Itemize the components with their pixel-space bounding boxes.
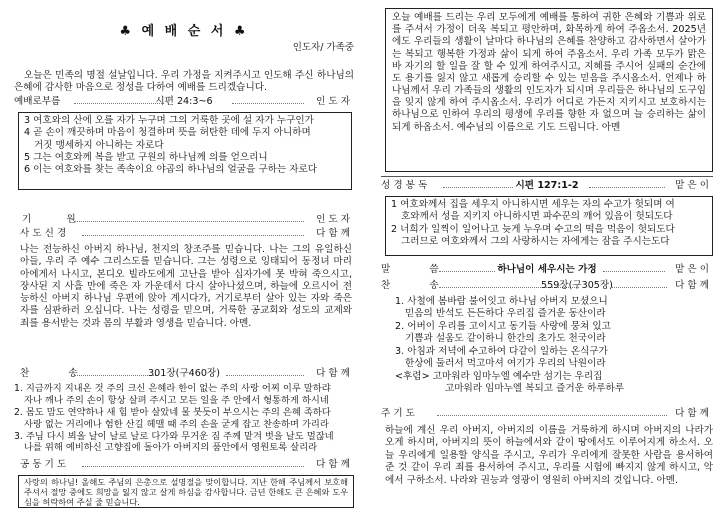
common-prayer-row — [14, 459, 354, 473]
common-prayer-leader: 다 함 께 — [316, 459, 350, 470]
common-prayer-box: 사랑의 하나님! 올해도 주님의 은총으로 설명절을 맞이합니다. 지난 한해 주님께서 보호해 주셔서 절망 중에도 희망을 잃지 않고 살게 하심을 감사합니다. 금년 한해도 큰 은혜와 도우심을 허락하여 주실 줄 믿습니다. — [18, 475, 354, 508]
call-to-worship-label: 예배로부름 — [14, 96, 61, 107]
scripture-box — [385, 196, 713, 256]
right-hymn-lyrics — [395, 296, 713, 396]
left-column — [14, 0, 354, 509]
hymn-line: 1. 사철에 봄바람 불어잇고 하나님 아버지 모셨으니 — [395, 296, 608, 307]
invocation-label: 기 원 — [22, 214, 92, 225]
call-verse-4b: 거짓 맹세하지 아니하는 자로다 — [34, 139, 164, 151]
lords-prayer-text: 하늘에 계신 우리 아버지, 아버지의 이름을 거룩하게 하시며 아버지의 나라가 오게 하시며, 아버지의 뜻이 하늘에서와 같이 땅에서도 이루어지게 하소서. 오늘 우리에게 일용할 양식을 주시고, 우리가 우리에게 잘못한 사람을 용서하여 준 것 같이 우리 죄를 용서하여 주시고, 우리를 시험에 빠지지 않게 하시고, 악에서 구하소서. 나라와 권능과 영광이 영원히 아버지의 것입니다. 아멘. — [385, 425, 713, 486]
lords-prayer-label: 주 기 도 — [381, 408, 415, 419]
right-column — [381, 0, 713, 509]
hymn-line: 1. 지금까지 지내온 것 주의 크신 은혜라 한이 없는 주의 사랑 어찌 이루 말하랴 — [14, 383, 331, 394]
creed-row — [14, 228, 354, 242]
right-hymn-row — [381, 280, 713, 294]
scripture-leader: 맡 은 이 — [675, 180, 709, 191]
hymn-lyrics — [14, 383, 354, 454]
scripture-row — [381, 180, 713, 194]
scripture-verse-1b: 호와께서 성을 지키지 아니하시면 파수꾼의 깨어 있음이 헛되도다 — [401, 211, 673, 223]
right-hymn-leader: 다 함 께 — [675, 280, 709, 291]
lords-prayer-leader: 다 함 께 — [675, 408, 709, 419]
call-verse-6: 6 이는 여호와를 찾는 족속이요 야곱의 하나님의 얼굴을 구하는 자로다 — [24, 164, 318, 176]
creed-leader: 다 함 께 — [316, 228, 350, 239]
invocation-leader: 인 도 자 — [316, 214, 350, 225]
scripture-ref: 시편 127:1-2 — [515, 180, 579, 191]
right-hymn-ref: 559장(구305장) — [541, 280, 613, 291]
hymn-refrain: <후렴> 고마워라 임마누엘 예수만 섬기는 우리집 — [395, 370, 603, 382]
hymn-leader: 다 함 께 — [316, 368, 350, 379]
right-hymn-label: 찬 송 — [381, 280, 457, 291]
invocation-row — [14, 214, 354, 228]
call-to-worship-leader: 인 도 자 — [316, 96, 350, 107]
hymn-line: 자나 깨나 주의 손이 항상 살펴 주시고 모든 일을 주 안에서 형통하게 하시네 — [24, 394, 329, 406]
hymn-line: 기쁨과 설움도 같이하니 한간의 초가도 천국이라 — [405, 333, 606, 345]
sermon-title: 하나님이 세우시는 가정 — [497, 264, 597, 275]
hymn-label: 찬 송 — [20, 368, 96, 379]
hymn-line: 나를 위해 예비하신 고향집에 돌아가 아버지의 품안에서 영원토록 살리라 — [24, 442, 318, 454]
hymn-line: 사랑 없는 거리에나 험한 산길 헤맬 때 주의 손을 굳게 잡고 찬송하며 가리라 — [24, 418, 329, 430]
hymn-line: 한상에 둘러서 먹고마셔 여기가 우리의 낙원이라 — [405, 358, 606, 370]
prayer-continued-box: 오늘 예배를 드리는 우리 모두에게 예배를 통하여 귀한 은혜와 기쁨과 위로를 주셔서 가정이 더욱 복되고 평안하며, 화목하게 하여 주옵소서. 2025년에도 우리들의 생활이 날마다 하나님의 은혜를 찬양하고 감사하면서 살아가는 복되고 행복한 가정과 삶이 되게 하여 주옵소서. 우리 가족 모두가 맑은바 자기의 할 일을 잘 할 수 있게 하여주시고, 지혜를 주시어 실패의 순간에도 용기를 잃지 않고 새롭게 승리할 수 있는 믿음을 주시옵소서. 언제나 하나님께서 우리 가족들의 생활의 인도자가 되시며 우리들은 하나님의 도구임을 잊지 않게 하여 주시옵소서. 우리가 어디로 가든지 지키시고 보호하시는 하나님으로 인하여 우리의 평생에 우리를 향한 자 없으며 늘 승리하는 삶이 되게 하옵소서. 예수님의 이름으로 기도 드립니다. 아멘 — [385, 8, 713, 172]
creed-label: 사 도 신 경 — [20, 228, 67, 239]
worship-order-title: ♣ 예 배 순 서 ♣ — [119, 24, 249, 39]
hymn-ref: 301장(구460장) — [148, 368, 220, 379]
call-verse-5: 5 그는 여호와께 복을 받고 구원의 하나님께 의를 얻으리니 — [24, 151, 268, 163]
call-verse-3: 3 여호와의 산에 오를 자가 누구며 그의 거룩한 곳에 설 자가 누구인가 — [24, 115, 314, 126]
hymn-refrain: 고마워라 임마누엘 복되고 즐거운 하루하루 — [445, 383, 625, 395]
creed-text: 나는 전능하신 아버지 하나님, 천지의 창조주를 믿습니다. 나는 그의 유일하신 아들, 우리 주 예수 그리스도를 믿습니다. 그는 성령으로 잉태되어 동정녀 마리아에게서 나시고, 본디오 빌라도에게 고난을 받아 십자가에 못 박혀 죽으시고, 장사된 지 사흘 만에 죽은 자 가운데서 다시 살아나셨으며, 하늘에 오르시어 전능하신 아버지 하나님 우편에 앉아 계시다가, 거기로부터 살아 있는 자와 죽은 자를 심판하러 오십니다. 나는 성령을 믿으며, 거룩한 공교회와 성도의 교제와 죄를 용서받는 것과 몸의 부활과 영생을 믿습니다. 아멘. — [20, 244, 352, 329]
call-verse-4: 4 곧 손이 깨끗하며 마음이 청결하며 뜻을 허탄한 데에 두지 아니하며 — [24, 127, 311, 139]
leader-note: 인도자/ 가족중 — [292, 42, 354, 53]
hymn-line: 3. 주님 다시 뵈올 날이 날로 날로 다가와 무거운 짐 주께 맡겨 벗을 날도 멀잖네 — [14, 430, 334, 442]
intro-paragraph: 오늘은 민족의 명절 설날입니다. 우리 가정을 지켜주시고 인도해 주신 하나님의 은혜에 감사한 마음으로 정성을 다하여 예배를 드리겠습니다. — [14, 70, 354, 94]
scripture-label: 성 경 봉 독 — [381, 180, 428, 191]
call-to-worship-row — [14, 96, 354, 110]
scripture-verse-2: 2 너희가 일찍이 일어나고 늦게 누우며 수고의 떡을 먹음이 헛되도다 — [391, 223, 675, 235]
scripture-verse-1: 1 여호와께서 집을 세우지 아니하시면 세우는 자의 수고가 헛되며 여 — [391, 199, 675, 210]
hymn-line: 3. 아침과 저녁에 수고하여 다같이 일하는 온식구가 — [395, 345, 608, 357]
hymn-line: 2. 어버이 우리를 고이시고 동기들 사랑에 뭉쳐 있고 — [395, 320, 611, 332]
hymn-line: 믿음의 반석도 든든하다 우리집 즐거운 동산이라 — [405, 308, 606, 320]
hymn-row — [14, 368, 354, 382]
sermon-label: 말 씀 — [381, 264, 457, 275]
call-to-worship-box — [18, 112, 352, 190]
call-to-worship-ref: 시편 24:3~6 — [155, 96, 213, 107]
common-prayer-label: 공 동 기 도 — [20, 459, 67, 470]
scripture-verse-2b: 그러므로 여호와께서 그의 사랑하시는 자에게는 잠을 주시는도다 — [401, 235, 670, 247]
sermon-row — [381, 264, 713, 278]
sermon-leader: 맡 은 이 — [675, 264, 709, 275]
lords-prayer-row — [381, 408, 713, 422]
hymn-line: 2. 몸도 맘도 연약하나 새 힘 받아 살았네 물 붓듯이 부으시는 주의 은혜 족하다 — [14, 406, 331, 418]
